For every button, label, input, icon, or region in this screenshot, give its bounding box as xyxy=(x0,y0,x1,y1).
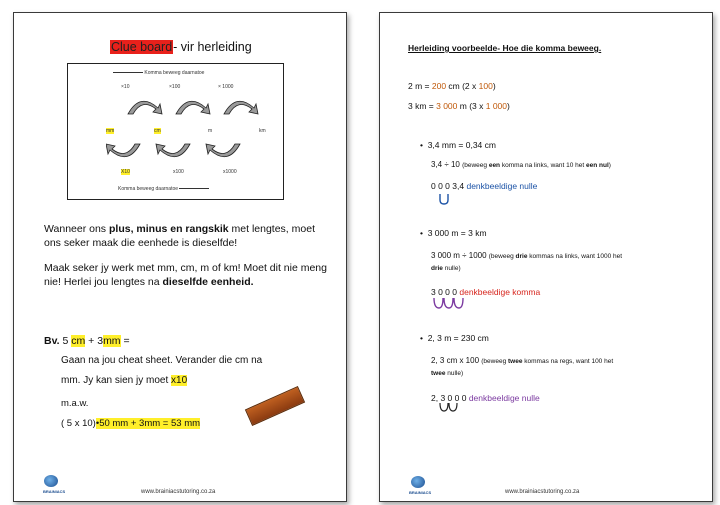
bullet-3-digits: 2, 3 0 0 0 denkbeeldige nulle xyxy=(431,393,540,403)
bullet-2-title: • 3 000 m = 3 km xyxy=(420,228,487,238)
triple-loop-arrow-icon xyxy=(432,297,466,309)
unit-m: m xyxy=(208,128,213,134)
example-instruction-2: mm. Jy kan sien jy moet x10 xyxy=(61,375,188,386)
diagram-bottom-caption: Komma beweeg daarnatoe xyxy=(118,186,278,192)
example-2m: 2 m = 200 cm (2 x 100) xyxy=(408,81,496,91)
double-loop-arrow-icon xyxy=(438,402,462,412)
loop-arrow-icon xyxy=(438,193,454,205)
right-page xyxy=(379,12,713,502)
curved-arrow-left-icon xyxy=(106,144,140,157)
left-arrow-line xyxy=(113,72,143,73)
factor-10: ×10 xyxy=(121,84,130,90)
example-maw: m.a.w. xyxy=(61,398,89,409)
curved-arrow-left-icon xyxy=(206,144,240,157)
bullet-1-title: • 3,4 mm = 0,34 cm xyxy=(420,140,496,150)
paragraph-1: Wanneer ons plus, minus en rangskik met lengtes, moet ons seker maak die eenhede is dieselfde! xyxy=(44,223,315,249)
right-footer-url: www.brainiacstutoring.co.za xyxy=(505,489,580,495)
bullet-1-zeros: 0 0 0 3,4 denkbeeldige nulle xyxy=(431,181,538,191)
curved-arrow-right-icon xyxy=(176,101,210,114)
bottom-factor-1000: x1000 xyxy=(223,169,237,175)
curved-arrow-right-icon xyxy=(224,101,258,114)
title-rest: - vir herleiding xyxy=(173,40,252,54)
brainiacs-logo xyxy=(411,476,425,488)
example-calc: ( 5 x 10)•50 mm + 3mm = 53 mm xyxy=(61,418,201,429)
curved-arrow-left-icon xyxy=(156,144,190,157)
factor-1000: × 1000 xyxy=(218,84,234,90)
curved-arrow-right-icon xyxy=(128,101,162,114)
example-3km: 3 km = 3 000 m (3 x 1 000) xyxy=(408,101,510,111)
bottom-factor-100: x100 xyxy=(173,169,184,175)
left-footer-url: www.brainiacstutoring.co.za xyxy=(141,489,216,495)
clue-diagram xyxy=(67,63,284,200)
unit-cm: cm xyxy=(154,128,161,134)
bullet-2-calc: 3 000 m ÷ 1000 (beweeg drie kommas na links, want 1000 het drie nulle) xyxy=(431,251,623,272)
bullet-3-title: • 2, 3 m = 230 cm xyxy=(420,333,489,343)
logo-text: BRAINIACS xyxy=(409,490,432,495)
bottom-factor-10: X10 xyxy=(121,169,130,175)
bullet-3-calc: 2, 3 cm x 100 (beweeg twee kommas na regs, want 100 het twee nulle) xyxy=(431,356,614,377)
example-line: Bv. 5 cm + 3mm = xyxy=(44,335,130,347)
right-arrow-line xyxy=(179,188,209,189)
ruler-image xyxy=(245,386,305,426)
bullet-1-calc: 3,4 ÷ 10 (beweeg een komma na links, want 10 het een nul) xyxy=(431,160,611,169)
clue-board-highlight: Clue board xyxy=(111,40,173,54)
right-heading: Herleiding voorbeelde- Hoe die komma beweeg. xyxy=(408,43,602,53)
left-title xyxy=(110,40,252,54)
diagram-top-caption: Komma beweeg daarnatoe xyxy=(113,70,263,76)
unit-km: km xyxy=(259,128,266,134)
logo-text: BRAINIACS xyxy=(43,489,66,494)
bottom-curved-arrows xyxy=(106,140,256,166)
factor-100: ×100 xyxy=(169,84,181,90)
unit-mm: mm xyxy=(106,128,115,134)
brainiacs-logo xyxy=(44,475,58,487)
paragraph-2: Maak seker jy werk met mm, cm, m of km! Moet dit nie meng nie! Herlei jou lengtes na dieselfde eenheid. xyxy=(44,262,327,288)
top-curved-arrows xyxy=(126,94,276,118)
example-instruction-1: Gaan na jou cheat sheet. Verander die cm na xyxy=(61,355,263,366)
left-page xyxy=(13,12,347,502)
bullet-2-digits: 3 0 0 0 denkbeeldige komma xyxy=(431,287,541,297)
